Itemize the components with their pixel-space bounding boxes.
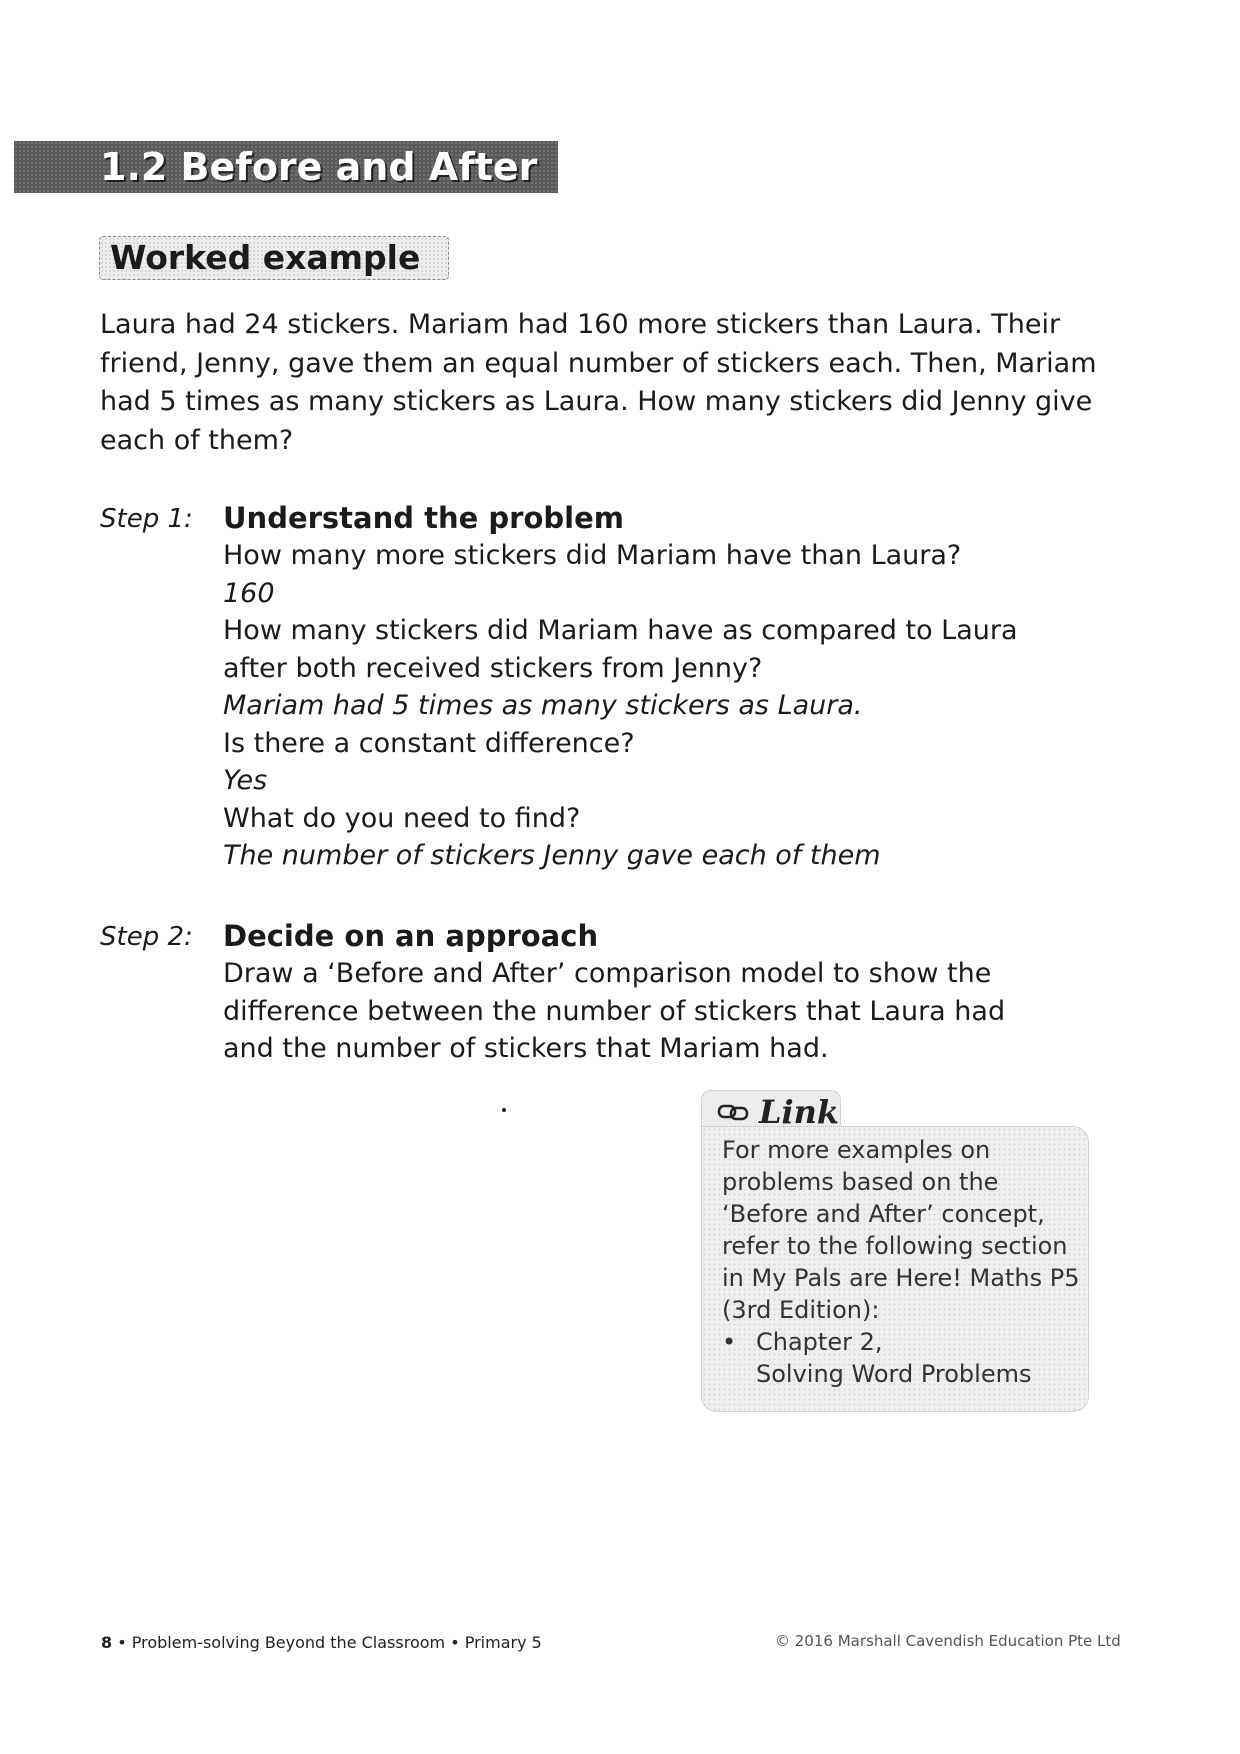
step-1-answer: Mariam had 5 times as many stickers as Laura. — [223, 690, 863, 721]
step-1-answer: Yes — [223, 765, 268, 796]
step-1-body — [223, 499, 1123, 875]
link-bullet-line: Chapter 2, — [756, 1328, 883, 1356]
step-1-question: after both received stickers from Jenny? — [223, 652, 763, 684]
link-text — [722, 1134, 1082, 1390]
link-line: problems based on the — [722, 1168, 999, 1196]
step-1-question: Is there a constant difference? — [223, 727, 635, 759]
page-number: 8 — [101, 1633, 113, 1652]
step-2-body — [223, 917, 1123, 1068]
problem-line: Laura had 24 stickers. Mariam had 160 more stickers than Laura. Their — [100, 309, 1061, 340]
bullet-icon: • — [722, 1328, 737, 1356]
link-bullet-item — [722, 1326, 1082, 1390]
link-line: in My Pals are Here! Maths P5 — [722, 1264, 1080, 1292]
step-1-question: How many stickers did Mariam have as compared to Laura — [223, 615, 1018, 646]
step-1-answer: 160 — [223, 577, 275, 609]
footer-separator: • — [117, 1633, 132, 1652]
chain-link-icon — [717, 1101, 751, 1123]
footer-left — [101, 1633, 542, 1652]
problem-statement — [100, 306, 1100, 460]
step-1-label: Step 1: — [100, 504, 193, 534]
step-2-line: difference between the number of stickers that Laura had — [223, 995, 1006, 1027]
worked-example-label — [99, 236, 449, 280]
step-1-answer: The number of stickers Jenny gave each of them — [223, 840, 881, 871]
step-2-line: and the number of stickers that Mariam had. — [223, 1033, 829, 1064]
step-1-question: What do you need to find? — [223, 802, 581, 834]
book-title: Problem-solving Beyond the Classroom — [131, 1633, 446, 1652]
step-2-heading: Decide on an approach — [223, 919, 599, 953]
section-banner — [14, 141, 558, 193]
link-header — [717, 1090, 839, 1134]
book-level: Primary 5 — [464, 1633, 542, 1652]
link-callout — [701, 1090, 1089, 1412]
step-1-question: How many more stickers did Mariam have than Laura? — [223, 540, 962, 571]
footer-separator: • — [450, 1633, 465, 1652]
link-line: (3rd Edition): — [722, 1296, 880, 1324]
link-bullet-line: Solving Word Problems — [756, 1360, 1032, 1388]
step-2-label: Step 2: — [100, 922, 193, 952]
problem-line: had 5 times as many stickers as Laura. How many stickers did Jenny give — [100, 386, 1093, 417]
section-title: 1.2 Before and After — [100, 145, 538, 189]
link-title: Link — [759, 1093, 840, 1131]
print-speck — [502, 1108, 506, 1112]
step-2-line: Draw a ‘Before and After’ comparison model to show the — [223, 958, 992, 989]
link-line: refer to the following section — [722, 1232, 1068, 1260]
problem-line: each of them? — [100, 424, 294, 456]
link-line: For more examples on — [722, 1136, 991, 1164]
link-line: ‘Before and After’ concept, — [722, 1200, 1045, 1228]
step-1-heading: Understand the problem — [223, 501, 624, 535]
problem-line: friend, Jenny, gave them an equal number of stickers each. Then, Mariam — [100, 347, 1097, 379]
worked-example-text: Worked example — [110, 238, 421, 277]
copyright: © 2016 Marshall Cavendish Education Pte Ltd — [775, 1632, 1121, 1650]
